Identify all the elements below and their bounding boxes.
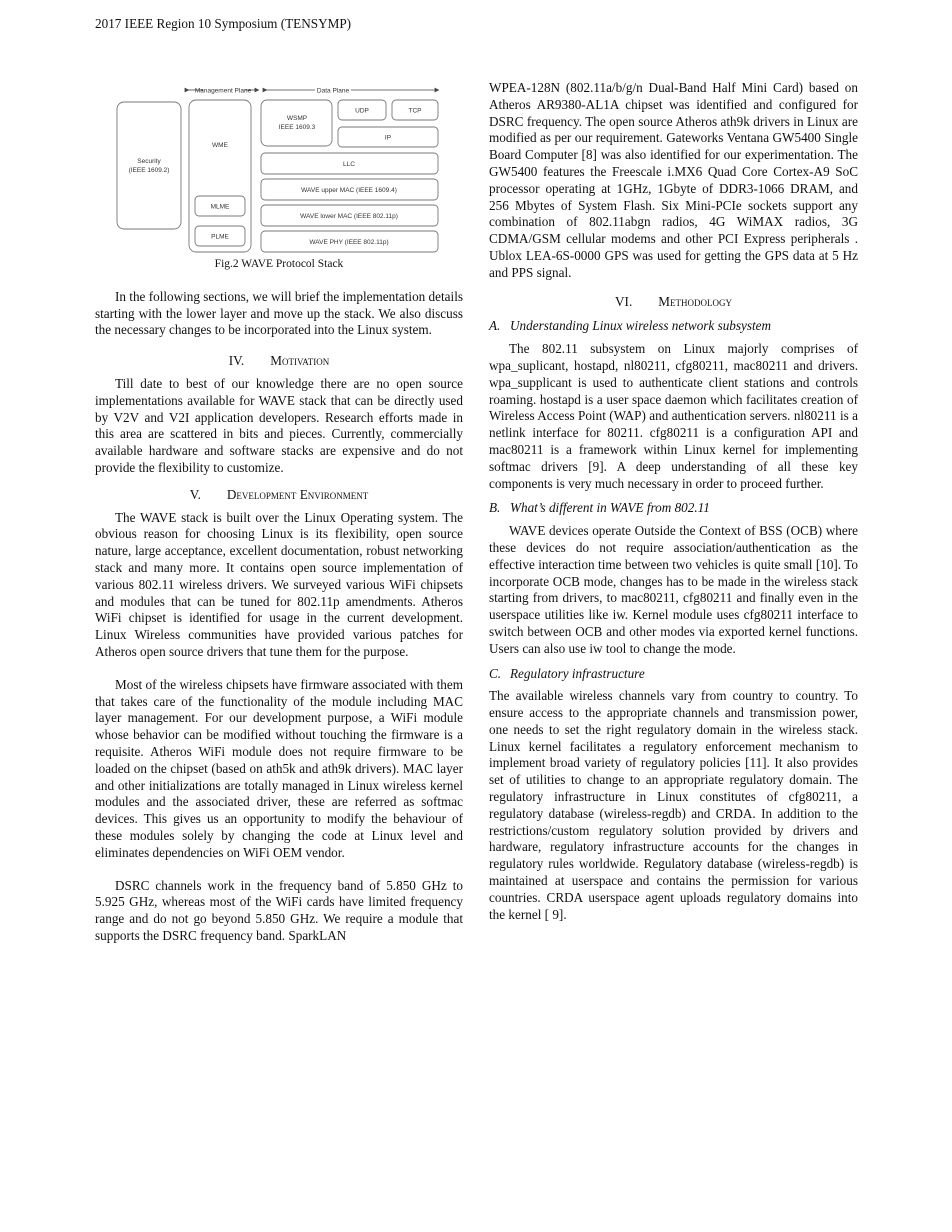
subsection-title: What’s different in WAVE from 802.11: [510, 500, 710, 516]
security-label: Security: [137, 158, 161, 165]
subsection-heading-c: [489, 666, 858, 683]
subsection-heading-b: [489, 500, 858, 517]
development-paragraph-2: Most of the wireless chipsets have firmware associated with them that takes care of the functionality of the module including MAC layer management. For our development purpose, a WiFi module whose behavior can be modified without touching the firmware is a requisite. Atheros WiFi module does not require firmware to be loaded on the chipset (based on ath5k and ath9k drivers). MAC layer and other initializations are totally managed in Linux wireless kernel modules and the associated driver, these are referred as softmac devices. This gives us an opportunity to modify the behaviour of these modules solely by changing the code at Linux level and eliminates dependencies on WiFi OEM vendor.: [95, 676, 463, 860]
subsection-a-paragraph: The 802.11 subsystem on Linux majorly comprises of wpa_suplicant, hostapd, nl80211, cfg80211, mac80211 and drivers. wpa_supplicant is used to authenticate client stations and controls roaming. hostapd is a user space daemon which facilitates creation of Wireless Access Point (WAP) and authentication servers. nl80211 is a netlink interface for 80211. cfg80211 is a configuration API and mac80211 is a framework within Linux kernel for implementing softmac drivers [9]. A deep understanding of all these key components is very much necessary in order to proceed further.: [489, 341, 858, 491]
section-heading-development-environment: [95, 487, 463, 504]
subsection-label: A.: [489, 318, 501, 334]
subsection-c-paragraph: The available wireless channels vary from country to country. To ensure access to the appropriate channels and transmission power, one needs to set the right regulatory domain in the wireless stack. Linux kernel facilitates a regulatory enforcement mechanism to implement broad variety of regulatory policies [11]. It also provides set of utilities to change to an appropriate regulatory domain. The regulatory infrastructure in Linux constitutes of cfg80211, a regulatory database (wireless-regdb) and CRDA. In addition to the restrictions/custom regulatory solution provided by drivers and hardware, regulatory infrastructure accounts for the changes in regulatory rules worldwide. Regulatory database (wireless-regdb) is maintained at userspace and contains the permission for various countries. CRDA userspace agent uploads regulatory domains into the kernel [ 9].: [489, 688, 858, 922]
section-number: V.: [189, 486, 201, 502]
subsection-label: B.: [489, 500, 501, 516]
management-plane-label: Management Plane: [194, 87, 252, 95]
mlme-label: MLME: [210, 203, 230, 211]
wme-label: WME: [212, 142, 228, 149]
udp-label: UDP: [355, 107, 369, 115]
subsection-title: Understanding Linux wireless network subsystem: [510, 318, 772, 334]
section-heading-motivation: [95, 353, 463, 370]
wave-lower-mac-label: WAVE lower MAC (IEEE 802.11p): [300, 213, 398, 220]
plme-label: PLME: [211, 233, 229, 241]
intro-paragraph: In the following sections, we will brief the implementation details starting with the lower layer and move up the stack. We also discuss the necessary changes to be incorporated into the Linux system.: [95, 288, 463, 338]
data-plane-label: Data Plane: [316, 87, 350, 95]
figure-caption: Fig.2 WAVE Protocol Stack: [214, 258, 344, 270]
section-title: Motivation: [270, 353, 330, 369]
section-number: IV.: [228, 353, 245, 369]
ip-label: IP: [384, 134, 392, 142]
subsection-title: Regulatory infrastructure: [510, 665, 645, 681]
tcp-label: TCP: [408, 107, 422, 115]
protocol-stack-figure: [95, 80, 463, 254]
wave-upper-mac-label: WAVE upper MAC (IEEE 1609.4): [301, 187, 397, 194]
protocol-stack-diagram: [95, 80, 463, 254]
development-paragraph-3: DSRC channels work in the frequency band of 5.850 GHz to 5.925 GHz, whereas most of the WiFi cards have limited frequency range and do not go beyond 5.850 GHz. We require a module that supports the DSRC frequency band. SparkLAN: [95, 877, 463, 943]
llc-label: LLC: [343, 161, 355, 168]
subsection-label: C.: [489, 665, 502, 681]
wsmp-sublabel: IEEE 1609.3: [278, 124, 316, 131]
section-title: Development Environment: [226, 486, 369, 502]
wave-phy-label: WAVE PHY (IEEE 802.11p): [309, 239, 389, 246]
left-column: [95, 80, 463, 945]
right-column: [489, 80, 858, 923]
security-box: [117, 102, 181, 229]
wsmp-label: WSMP: [286, 115, 308, 122]
development-paragraph-1: The WAVE stack is built over the Linux Operating system. The obvious reason for choosing Linux is its flexibility, open source nature, large acceptance, excellent documentation, robust networking stack and many more. It contains open source implementation of various 802.11 wireless drivers. We surveyed various WiFi chipsets and modules that can be tuned for 802.11p amendments. Atheros WiFi chipset is identified for usage in the current development. Linux Wireless communities have provided various patches for Atheros open source drivers that tune them for the purpose.: [95, 509, 463, 659]
section-title: Methodology: [658, 293, 732, 309]
security-sublabel: (IEEE 1609.2): [128, 167, 170, 174]
page-header: 2017 IEEE Region 10 Symposium (TENSYMP): [95, 16, 352, 31]
wsmp-box: [261, 100, 332, 146]
section-heading-methodology: [489, 294, 858, 311]
section-number: VI.: [615, 293, 633, 309]
hardware-paragraph: WPEA-128N (802.11a/b/g/n Dual-Band Half Mini Card) based on Atheros AR9380-AL1A chipset was identified and configured for DSRC frequency. The open source Atheros ath9k drivers in Linux are modified as per our requirement. Gateworks Ventana GW5400 Single Board Computer [8] was also identified for our experimentation. The GW5400 features the Freescale i.MX6 Quad Core Cortex-A9 SoC processor operating at 1GHz, 1Gbyte of DDR3-1066 DRAM, and 256 Mbytes of System Flash. Six Mini-PCIe sockets support any combination of 802.11abgn radios, 4G WiMAX radios, 3G CDMA/GSM cellular modems and other PCI Express peripherals . Ublox LEA-6S-0000 GPS was used for getting the GPS data at 5 Hz and PPS signal.: [489, 80, 858, 280]
motivation-paragraph: Till date to best of our knowledge there are no open source implementations available for WAVE stack that can be directly used by V2V and V2I application developers. Research efforts made in this area are scattered in bits and pieces. Currently, commercially available hardware and software stacks are expensive and do not provide the flexibility to customize.: [95, 375, 463, 475]
subsection-heading-a: [489, 318, 858, 335]
subsection-b-paragraph: WAVE devices operate Outside the Context of BSS (OCB) where these devices do not require association/authentication as the effective interaction time between two vehicles is quite small [10]. To incorporate OCB mode, changes has to be made in the wireless stack starting from drivers, to mac80211, cfg80211 and finally even in the userspace utilities like iw. Kernel module uses cfg80211 interface to switch between OCB and other modes via exported kernel functions. Users can also use iw tool to change the mode.: [489, 523, 858, 656]
